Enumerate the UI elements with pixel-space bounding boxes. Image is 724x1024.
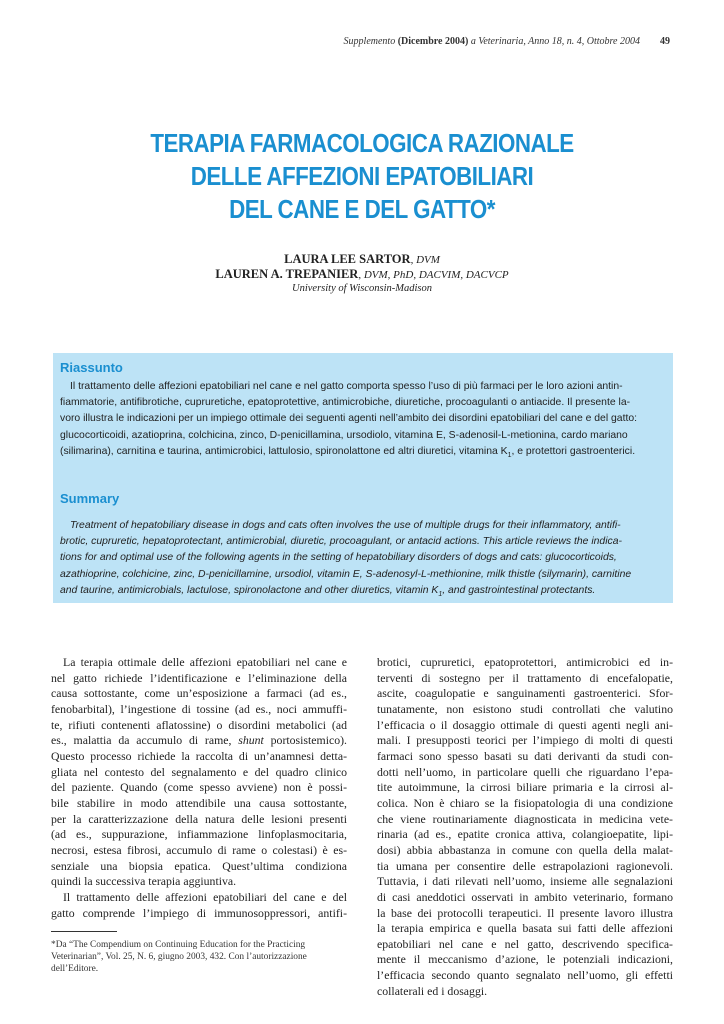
body-line: (ad es., suppurazione, infiammazione linfoplasmocitaria, <box>51 827 347 842</box>
summary-line: Treatment of hepatobiliary disease in dogs and cats often involves the use of multiple drugs for their inflammatory, antifi- <box>70 520 621 531</box>
riassunto-text-part: , e protettori gastroenterici. <box>511 445 636 457</box>
body-column-right <box>377 655 673 999</box>
body-line: La terapia ottimale delle affezioni epatobiliari nel cane e <box>63 655 347 669</box>
body-line: la terapia empirica e quella basata sui fatti delle affezioni <box>377 921 673 936</box>
body-text-part: es., malattia da accumulo di rame, <box>51 733 239 748</box>
body-line: ascite, coagulopatie e sanguinamenti gastroenterici. Sfor- <box>377 686 673 701</box>
body-line: dotti nell’uomo, in particolare quelli che riguardano l’epa- <box>377 764 673 779</box>
affiliation: University of Wisconsin-Madison <box>292 283 432 294</box>
author-name: LAUREN A. TREPANIER <box>215 267 359 281</box>
author-name: LAURA LEE SARTOR <box>284 252 411 266</box>
body-line: di casi aneddotici osservati in ambito veterinario, formano <box>377 889 673 904</box>
body-line: nel gatto richiede l’identificazione e l’eliminazione della <box>51 670 347 685</box>
abstract-box <box>53 353 673 603</box>
body-line: rinaria (ad es., epatite cronica attiva, colangioepatite, lipi- <box>377 827 673 842</box>
body-line: l’efficacia o il dosaggio ottimale di questi agenti negli ani- <box>377 717 673 732</box>
riassunto-text-part: (silimarina), carnitina e taurina, antimicrobici, lattulosio, spironolattone ed altri diuretici, vitamina K <box>60 445 508 457</box>
body-line: mali. I presupposti teorici per l’impiego di molti di questi <box>377 733 673 748</box>
body-line: colica. Non è chiaro se la fisiopatologia di una condizione <box>377 795 673 810</box>
summary-line <box>60 583 670 603</box>
subscript: 1 <box>438 590 443 598</box>
riassunto-line: glucocorticoidi, azatioprina, colchicina, zinco, D-penicillamina, ursodiolo, vitamina E, S-adenosil-L-metionina, cardo mariano <box>60 429 628 441</box>
body-line: causa sottostante, come un’esposizione a farmaci (ad es., <box>51 686 347 701</box>
body-line: che viene routinariamente diagnosticata in medicina vete- <box>377 811 673 826</box>
body-line: gliata nel contesto del segnalamento e del quadro clinico <box>51 764 347 779</box>
body-line: tite autoimmune, la cirrosi biliare primaria e la cirrosi al- <box>377 780 673 795</box>
body-line: senziale una biopsia epatica. Quest’ultima condiziona <box>51 858 347 873</box>
title-line: DELLE AFFEZIONI EPATOBILIARI <box>190 161 534 191</box>
riassunto-text <box>60 379 670 464</box>
page-number: 49 <box>660 36 670 47</box>
article-title <box>51 127 674 226</box>
body-line <box>51 733 347 749</box>
body-line: te, rifiuti contenenti aflatossine) o disordini metabolici (ad <box>51 717 347 732</box>
footnote-line: *Da “The Compendium on Continuing Education for the Practicing <box>51 940 306 950</box>
footnote-line: Veterinarian”, Vol. 25, N. 6, giugno 2003, 432. Con l’autorizzazione <box>51 952 307 963</box>
summary-heading: Summary <box>60 491 120 506</box>
body-line: farmaci sono spesso basati su dati derivanti da studi con- <box>377 748 673 763</box>
riassunto-heading: Riassunto <box>60 360 123 375</box>
body-line: Il trattamento delle affezioni epatobiliari del cane e del <box>63 889 347 904</box>
body-line: dosi) abbia abbastanza in comune con quella della malat- <box>377 842 673 857</box>
body-line: brotici, cupruretici, epatoprotettori, antimicrobici ed in- <box>377 655 673 669</box>
running-head <box>344 36 640 47</box>
riassunto-line <box>60 444 670 464</box>
footnote <box>51 939 347 976</box>
title-line: TERAPIA FARMACOLOGICA RAZIONALE <box>150 128 574 158</box>
body-line: terventi di sostegno per il trattamento di encefalopatie, <box>377 670 673 685</box>
body-line: fenobarbital), l’ingestione di tossine (ad es., noci ammuffi- <box>51 701 347 716</box>
summary-line: azathioprine, colchicine, zinc, D-penicillamine, ursodiol, vitamin E, S-adenosyl-L-methionine, milk thistle (silymarin), carnitine <box>60 568 632 580</box>
body-line: per la caratterizzazione della natura delle lesioni presenti <box>51 811 347 826</box>
body-line: mente il meccanismo d’azione, le potenziali indicazioni, <box>377 952 673 967</box>
body-line: bile stabilire in modo attendibile una causa sottostante, <box>51 795 347 810</box>
author-line <box>0 252 724 267</box>
body-line: l’efficacia secondo quanto segnalato nell’uomo, gli effetti <box>377 968 673 983</box>
body-line: tia umana per consentire delle estrapolazioni ragionevoli. <box>377 858 673 873</box>
summary-text <box>60 518 670 603</box>
author-degrees: , DVM <box>410 254 440 266</box>
body-line: del paziente. Quando (come spesso avviene) non è possi- <box>51 780 347 795</box>
body-column-left <box>51 655 347 921</box>
body-line: necrosi, estesa fibrosi, accumulo di rame o colestasi) è es- <box>51 842 347 857</box>
body-text-italic: shunt <box>238 733 264 748</box>
body-line: tunatamente, non esistono studi controllati che valutino <box>377 701 673 716</box>
author-block <box>0 252 724 296</box>
body-line: Questo processo richiede la raccolta di un’anamnesi detta- <box>51 748 347 763</box>
body-line: quindi la successiva terapia aggiuntiva. <box>51 874 237 889</box>
body-line: epatobiliari nel cane e nel gatto, descrivendo specifica- <box>377 936 673 951</box>
summary-line: brotic, cupruretic, hepatoprotectant, antimicrobial, diuretic, procoagulant, or antacid actions. This article reviews the indica- <box>60 536 622 548</box>
author-degrees: , DVM, PhD, DACVIM, DACVCP <box>358 269 509 281</box>
summary-text-part: and taurine, antimicrobials, lactulose, spironolactone and other diuretics, vitamin K <box>60 584 439 596</box>
footnote-line: dell’Editore. <box>51 964 99 975</box>
body-text-part: portosistemico). <box>263 733 347 748</box>
body-line: Tuttavia, i dati rilevati nell’uomo, insieme alle segnalazioni <box>377 874 673 889</box>
body-line: collaterali ed i dosaggi. <box>377 983 488 998</box>
body-line: gatto comprende l’impiego di immunosoppressori, antifi- <box>51 905 347 920</box>
riassunto-line: fiammatorie, antifibrotiche, cupruretiche, epatoprotettive, antimicrobiche, diuretiche, procoagulanti o antiacide. Il presente la- <box>60 397 631 409</box>
summary-text-part: , and gastrointestinal protectants. <box>442 584 596 596</box>
footnote-divider <box>51 931 117 932</box>
summary-line: tions for and optimal use of the following agents in the setting of hepatobiliary disorders of dogs and cats: glucocorticoids, <box>60 552 617 564</box>
title-line: DEL CANE E DEL GATTO* <box>229 194 495 224</box>
journal-date: (Dicembre 2004) <box>397 36 469 47</box>
journal-suffix: a Veterinaria, Anno 18, n. 4, Ottobre 2004 <box>470 36 640 47</box>
journal-prefix: Supplemento <box>343 36 396 47</box>
riassunto-line: voro illustra le indicazioni per un impiego ottimale dei seguenti agenti nell’ambito dei disordini epatobiliari del cane e del gatto: <box>60 413 638 425</box>
subscript: 1 <box>507 451 512 459</box>
author-line <box>0 267 724 282</box>
body-line: la base dei protocolli terapeutici. Il presente lavoro illustra <box>377 905 673 920</box>
riassunto-line: Il trattamento delle affezioni epatobiliari nel cane e nel gatto comporta spesso l’uso di più farmaci per le loro azioni antin- <box>70 381 623 392</box>
